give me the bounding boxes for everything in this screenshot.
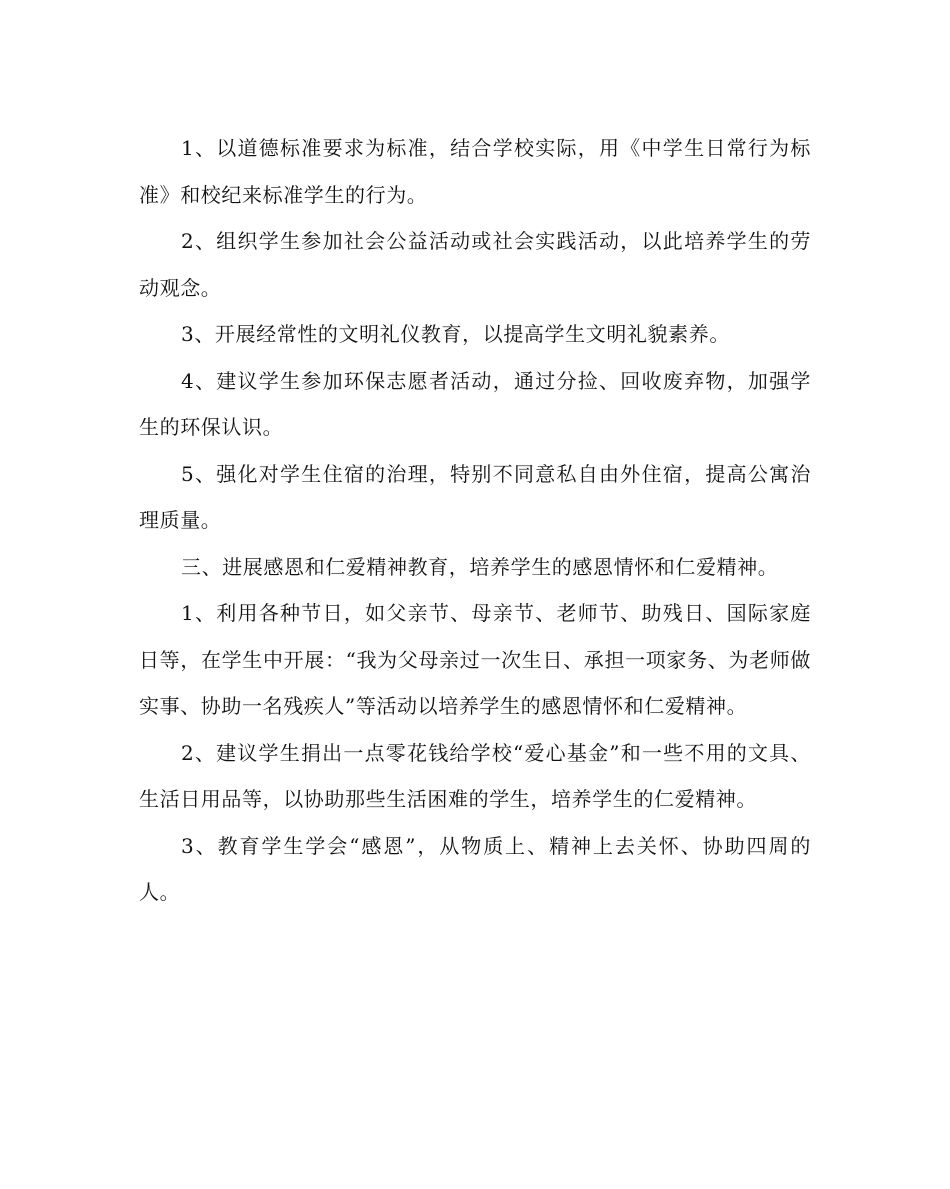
paragraph-5: 5、强化对学生住宿的治理，特别不同意私自由外住宿，提高公寓治理质量。 bbox=[139, 461, 811, 532]
paragraph-4: 4、建议学生参加环保志愿者活动，通过分捡、回收废弃物，加强学生的环保认识。 bbox=[139, 368, 811, 439]
paragraph-6: 1、利用各种节日，如父亲节、母亲节、老师节、助残日、国际家庭日等，在学生中开展：“我为父母亲过一次生日、承担一项家务、为老师做实事、协助一名残疾人”等活动以培养学生的感恩情怀和仁爱精神。 bbox=[139, 601, 811, 718]
document-body bbox=[139, 125, 811, 916]
paragraph-7: 2、建议学生捐出一点零花钱给学校“爱心基金”和一些不用的文具、生活日用品等，以协助那些生活困难的学生，培养学生的仁爱精神。 bbox=[139, 740, 811, 811]
paragraph-1: 1、以道德标准要求为标准，结合学校实际，用《中学生日常行为标准》和校纪来标准学生的行为。 bbox=[139, 136, 811, 207]
paragraph-8: 3、教育学生学会“感恩”，从物质上、精神上去关怀、协助四周的人。 bbox=[139, 833, 811, 904]
paragraph-2: 2、组织学生参加社会公益活动或社会实践活动，以此培养学生的劳动观念。 bbox=[139, 229, 811, 300]
section-heading-three: 三、进展感恩和仁爱精神教育，培养学生的感恩情怀和仁爱精神。 bbox=[181, 554, 779, 579]
paragraph-3: 3、开展经常性的文明礼仪教育，以提高学生文明礼貌素养。 bbox=[181, 322, 730, 346]
